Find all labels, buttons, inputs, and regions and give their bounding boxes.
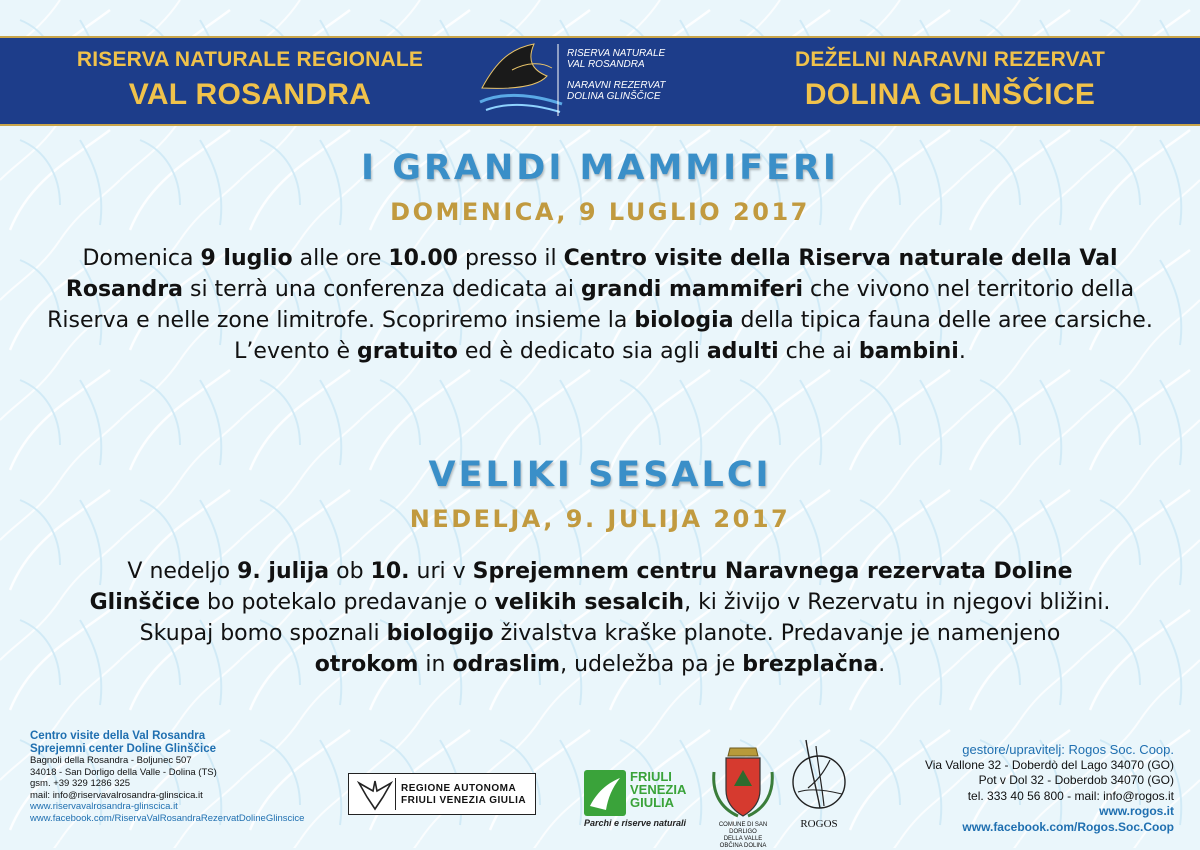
fvg-line1: FRIULI	[630, 769, 672, 784]
fvg-line3: GIULIA	[630, 795, 675, 810]
fvg-parks-logo	[584, 768, 694, 830]
manager-contacts	[854, 742, 1174, 835]
header-right-line1: DEŽELNI NARAVNI REZERVAT	[794, 48, 1106, 71]
bold-text-segment: bambini	[858, 339, 959, 364]
logo-text-slovene	[567, 80, 666, 102]
text-segment: si terrà una conferenza dedicata ai	[183, 277, 581, 302]
slovene-title: VELIKI SESALCI	[428, 455, 772, 495]
bold-text-segment: brezplačna	[742, 652, 879, 677]
rogos-caption: ROGOS	[800, 818, 838, 830]
fvg-subtitle: Parchi e riserve naturali	[584, 818, 687, 828]
text-segment: che ai	[778, 339, 859, 364]
logo-line4: DOLINA GLINŠČICE	[567, 91, 661, 102]
bold-text-segment: 9 luglio	[200, 246, 293, 271]
slovene-date: NEDELJA, 9. JULIJA 2017	[409, 505, 791, 533]
manager-contact[interactable]: tel. 333 40 56 800 - mail: info@rogos.it	[967, 788, 1174, 803]
fvg-bird-icon	[584, 770, 626, 816]
manager-address1: Via Vallone 32 - Doberdò del Lago 34070 (GO)	[924, 757, 1174, 772]
text-segment: .	[878, 652, 886, 677]
crest-icon	[708, 742, 778, 822]
regione-text	[401, 783, 526, 807]
bold-text-segment: biologia	[634, 308, 734, 333]
logo-line1: RISERVA NATURALE	[567, 48, 666, 59]
visitor-centre-mail[interactable]: mail: info@riservavalrosandra-glinscica.it	[30, 789, 203, 801]
header-right-line2: DOLINA GLINŠČICE	[804, 78, 1096, 111]
text-segment: che vivono nel territorio della Riserva e nelle zone limitrofe. Scopriremo insieme la	[47, 277, 1135, 333]
bold-text-segment: adulti	[706, 339, 779, 364]
fvg-line2: VENEZIA	[630, 782, 687, 797]
visitor-centre-facebook-link[interactable]: www.facebook.com/RiservaValRosandraRezervatDolineGlinscice	[30, 812, 305, 824]
visitor-centre-heading-it: Centro visite della Val Rosandra	[30, 730, 206, 742]
header-left-block	[30, 38, 470, 112]
logo-line3: NARAVNI REZERVAT	[567, 80, 666, 91]
regione-line1: REGIONE AUTONOMA	[401, 783, 517, 794]
eagle-icon	[353, 775, 397, 813]
bold-text-segment: grandi mammiferi	[580, 277, 804, 302]
bold-text-segment: Sprejemnem centru Naravnega rezervata Doline Glinščice	[89, 559, 1073, 615]
bold-text-segment: otrokom	[314, 652, 419, 677]
text-segment: presso il	[457, 246, 564, 271]
manager-facebook-link[interactable]: www.facebook.com/Rogos.Soc.Coop	[962, 819, 1174, 834]
bold-text-segment: 10.00	[388, 246, 458, 271]
visitor-centre-website-link[interactable]: www.riservavalrosandra-glinscica.it	[30, 801, 178, 812]
logo-line2: VAL ROSANDRA	[567, 59, 645, 70]
header-left-line2: VAL ROSANDRA	[128, 78, 372, 111]
text-segment: .	[958, 339, 966, 364]
text-segment: della tipica fauna delle aree carsiche. L’evento è	[234, 308, 1153, 364]
text-segment: alle ore	[292, 246, 389, 271]
bold-text-segment: odraslim	[452, 652, 561, 677]
comune-line1: COMUNE DI SAN DORLIGO	[718, 822, 768, 835]
visitor-centre-address1: Bagnoli della Rosandra - Boljunec 507	[30, 755, 192, 766]
comune-line2: DELLA VALLE	[723, 836, 763, 842]
regione-fvg-logo	[348, 773, 536, 815]
regione-line2: FRIULI VENEZIA GIULIA	[401, 795, 527, 806]
text-segment: bo potekalo predavanje o	[200, 590, 495, 615]
italian-date: DOMENICA, 9 LUGLIO 2017	[390, 198, 810, 226]
regione-divider	[395, 778, 396, 810]
bold-text-segment: 9. julija	[237, 559, 330, 584]
text-segment: , udeležba pa je	[560, 652, 743, 677]
slovene-body	[85, 556, 1115, 680]
text-segment: Domenica	[82, 246, 201, 271]
manager-address2: Pot v Dol 32 - Doberdob 34070 (GO)	[978, 773, 1174, 787]
rogos-emblem-icon	[786, 736, 852, 816]
italian-body	[40, 243, 1160, 367]
text-segment: ob	[329, 559, 371, 584]
header-right-block	[730, 38, 1170, 112]
header-left-line1: RISERVA NATURALE REGIONALE	[76, 48, 424, 71]
italian-title: I GRANDI MAMMIFERI	[361, 148, 839, 188]
reserve-logo	[472, 40, 687, 122]
bold-text-segment: velikih sesalcih	[494, 590, 685, 615]
fvg-name	[630, 770, 686, 809]
text-segment: , ki živijo v Rezervatu in njegovi bližini. Skupaj bomo spoznali	[139, 590, 1111, 646]
visitor-centre-address2: 34018 - San Dorligo della Valle - Dolina (TS)	[30, 766, 217, 778]
bold-text-segment: 10.	[370, 559, 410, 584]
comune-line3: OBČINA DOLINA	[719, 843, 767, 849]
logo-text-italian	[567, 48, 665, 70]
bold-text-segment: gratuito	[357, 339, 458, 364]
comune-crest	[708, 742, 778, 849]
visitor-centre-contacts	[30, 730, 350, 824]
text-segment: uri v	[409, 559, 473, 584]
manager-website-link[interactable]: www.rogos.it	[1099, 804, 1174, 818]
header-banner	[0, 36, 1200, 126]
text-segment: ed è dedicato sia agli	[457, 339, 707, 364]
bold-text-segment: biologijo	[386, 621, 494, 646]
text-segment: V nedeljo	[127, 559, 238, 584]
manager-heading: gestore/upravitelj: Rogos Soc. Coop.	[962, 742, 1174, 757]
text-segment: živalstva kraške planote. Predavanje je namenjeno	[493, 621, 1061, 646]
text-segment: in	[418, 652, 453, 677]
comune-caption	[708, 822, 778, 850]
rogos-logo	[786, 736, 852, 830]
visitor-centre-heading-sl: Sprejemni center Doline Glinščice	[30, 742, 216, 755]
bold-text-segment: Centro visite della Riserva naturale della Val Rosandra	[65, 246, 1118, 302]
visitor-centre-gsm: gsm. +39 329 1286 325	[30, 778, 131, 789]
